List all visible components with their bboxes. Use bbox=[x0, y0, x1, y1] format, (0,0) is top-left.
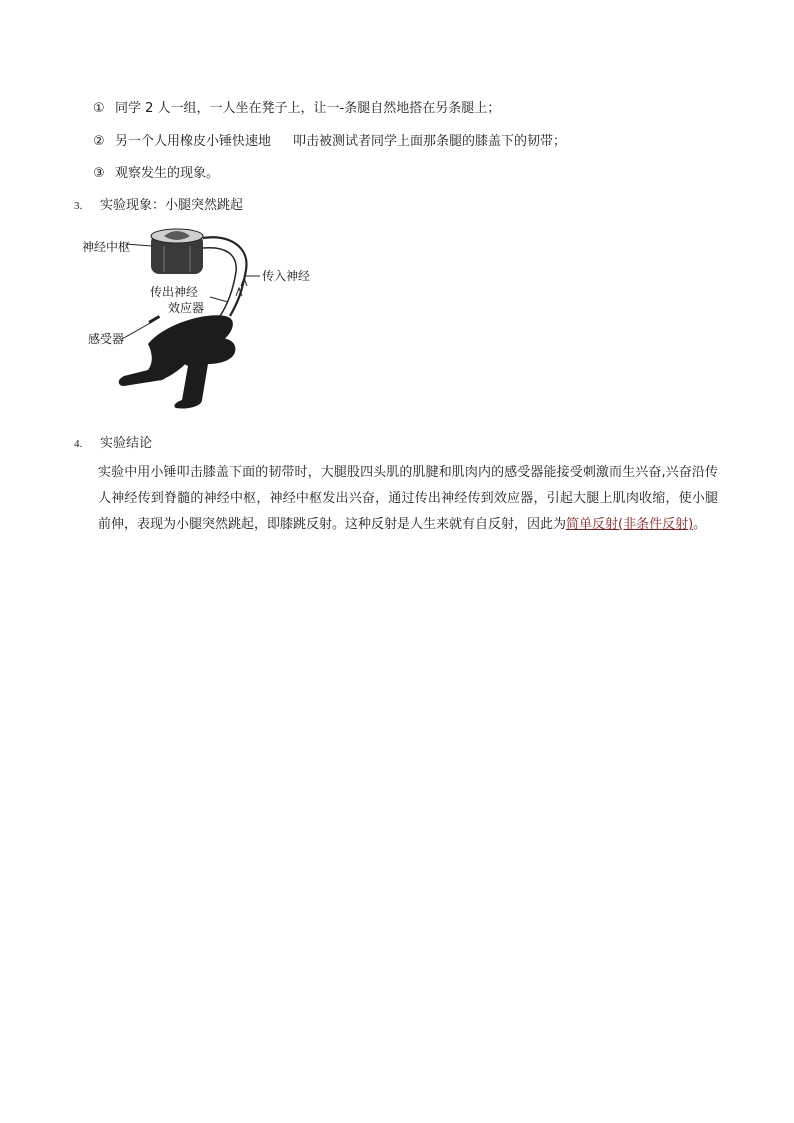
afferent-nerve-path bbox=[203, 237, 246, 316]
conclusion-end: 。 bbox=[693, 517, 707, 532]
section-3-text: 实验现象：小腿突然跳起 bbox=[100, 198, 244, 213]
step-2-text-b: 叩击被测试者同学上面那条腿的膝盖下的韧带； bbox=[293, 134, 567, 149]
spinal-cord-illustration bbox=[151, 229, 203, 274]
simple-reflex-link[interactable]: 简单反射(非条件反射) bbox=[566, 517, 694, 532]
label-receptor: 感受器 bbox=[88, 332, 125, 346]
step-3-number: ③ bbox=[93, 166, 105, 181]
section-4-heading bbox=[74, 435, 152, 453]
step-3-text: 观察发生的现象。 bbox=[115, 166, 220, 181]
legs-illustration bbox=[119, 315, 236, 408]
label-nerve-center: 神经中枢 bbox=[82, 240, 131, 254]
label-efferent-nerve: 传出神经 bbox=[150, 285, 199, 299]
step-2-text-a: 另一个人用橡皮小锤快速地 bbox=[115, 134, 272, 149]
reflex-hammer-icon bbox=[148, 315, 160, 324]
label-effector: 效应器 bbox=[168, 301, 205, 315]
efferent-nerve-path bbox=[203, 248, 236, 316]
knee-jerk-reflex-figure bbox=[78, 224, 328, 420]
section-3-number: 3. bbox=[74, 200, 83, 212]
step-1-number: ① bbox=[93, 101, 105, 116]
section-3-heading bbox=[74, 197, 243, 215]
step-3 bbox=[93, 165, 219, 183]
label-afferent-nerve: 传入神经 bbox=[262, 269, 311, 283]
step-2 bbox=[93, 133, 566, 151]
conclusion-body: 实验中用小锤叩击膝盖下面的韧带时，大腿股四头肌的肌腱和肌肉内的感受器能接受刺激而生兴奋,兴奋沿传人神经传到脊髓的神经中枢，神经中枢发出兴奋，通过传出神经传到效应器，引起大腿上肌肉收缩，使小腿前伸，表现为小腿突然跳起，即膝跳反射。这种反射是人生来就有自反射，因此为 bbox=[98, 465, 718, 532]
section-4-number: 4. bbox=[74, 438, 83, 450]
conclusion-paragraph bbox=[98, 460, 718, 538]
step-1-text: 同学 2 人一组，一人坐在凳子上，让一-条腿自然地搭在另条腿上； bbox=[115, 101, 501, 116]
section-4-title: 实验结论 bbox=[100, 436, 153, 451]
step-1 bbox=[93, 100, 500, 118]
step-2-number: ② bbox=[93, 134, 105, 149]
